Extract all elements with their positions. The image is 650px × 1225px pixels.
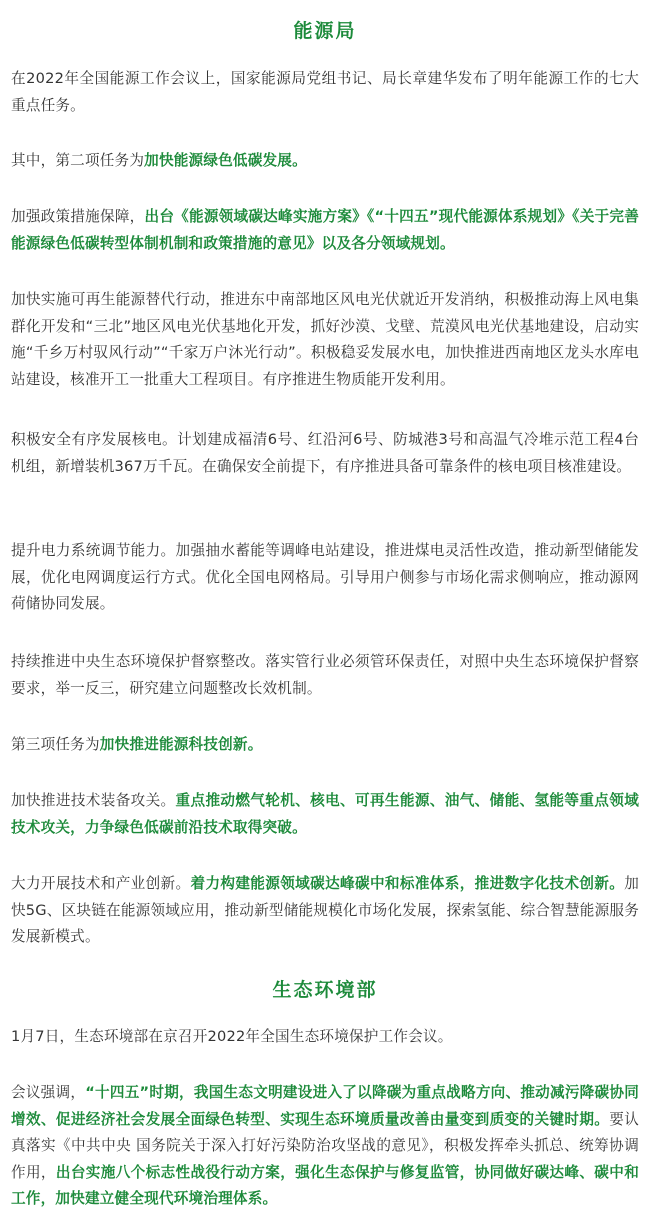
text-run: 加快实施可再生能源替代行动，推进东中南部地区风电光伏就近开发消纳，积极推动海上风电集群化开发和“三北”地区风电光伏基地化开发，抓好沙漠、戈壁、荒漠风电光伏基地建设，启动实施“千乡万村驭风行动”“千家万户沐光行动”。积极稳妥发展水电，加快推进西南地区龙头水库电站建设，核准开工一批重大工程项目。有序推进生物质能开发利用。 bbox=[11, 291, 639, 388]
highlighted-text: 出台实施八个标志性战役行动方案，强化生态保护与修复监管，协同做好碳达峰、碳中和工作，加快建立健全现代环境治理体系。 bbox=[11, 1163, 639, 1207]
paragraph bbox=[11, 649, 639, 702]
highlighted-text: 着力构建能源领域碳达峰碳中和标准体系，推进数字化技术创新。 bbox=[190, 875, 625, 892]
text-run: 其中，第二项任务为 bbox=[11, 152, 145, 169]
paragraph bbox=[11, 148, 639, 175]
paragraph bbox=[11, 204, 639, 257]
text-run: 持续推进中央生态环境保护督察整改。落实管行业必须管环保责任，对照中央生态环境保护督察要求，举一反三，研究建立问题整改长效机制。 bbox=[11, 653, 639, 697]
paragraph bbox=[11, 1080, 639, 1213]
text-run: 会议强调， bbox=[11, 1084, 86, 1101]
paragraph bbox=[11, 66, 639, 119]
paragraph bbox=[11, 871, 639, 951]
highlighted-text: 重点推动燃气轮机、核电、可再生能源、油气、储能、氢能等重点领域技术攻关，力争绿色低碳前沿技术取得突破。 bbox=[11, 792, 640, 836]
paragraph bbox=[11, 427, 639, 480]
highlighted-text: 加快推进能源科技创新。 bbox=[99, 736, 263, 753]
text-run: 在2022年全国能源工作会议上，国家能源局党组书记、局长章建华发布了明年能源工作的七大重点任务。 bbox=[11, 70, 639, 114]
highlighted-text: “十四五”时期，我国生态文明建设进入了以降碳为重点战略方向、推动减污降碳协同增效、促进经济社会发展全面绿色转型、实现生态环境质量改善由量变到质变的关键时期。 bbox=[11, 1084, 639, 1128]
section-heading-ecology-ministry: 生态环境部 bbox=[272, 979, 378, 1001]
paragraph bbox=[11, 732, 639, 759]
text-run: 要认真落实《中共中央 国务院关于深入打好污染防治攻坚战的意见》，积极发挥牵头抓总、统筹协调作用， bbox=[11, 1110, 639, 1181]
highlighted-text: 出台《能源领域碳达峰实施方案》《“十四五”现代能源体系规划》《关于完善能源绿色低碳转型体制机制和政策措施的意见》以及各分领域规划。 bbox=[11, 208, 639, 252]
text-run: 1月7日，生态环境部在京召开2022年全国生态环境保护工作会议。 bbox=[11, 1028, 453, 1045]
text-run: 加强政策措施保障， bbox=[11, 208, 145, 225]
section-heading-energy-bureau: 能源局 bbox=[293, 20, 357, 42]
text-run: 积极安全有序发展核电。计划建成福清6号、红沿河6号、防城港3号和高温气冷堆示范工程4台机组，新增装机367万千瓦。在确保安全前提下，有序推进具备可靠条件的核电项目核准建设。 bbox=[11, 431, 639, 475]
paragraph bbox=[11, 287, 639, 393]
highlighted-text: 加快能源绿色低碳发展。 bbox=[144, 152, 307, 169]
text-run: 加快推进技术装备攻关。 bbox=[11, 792, 176, 809]
text-run: 提升电力系统调节能力。加强抽水蓄能等调峰电站建设，推进煤电灵活性改造，推动新型储能发展，优化电网调度运行方式。优化全国电网格局。引导用户侧参与市场化需求侧响应，推动源网荷储协同发展。 bbox=[11, 542, 639, 612]
paragraph bbox=[11, 788, 639, 841]
paragraph bbox=[11, 538, 639, 618]
paragraph bbox=[11, 1024, 639, 1051]
text-run: 第三项任务为 bbox=[11, 736, 100, 753]
text-run: 大力开展技术和产业创新。 bbox=[11, 875, 191, 892]
text-run: 加快5G、区块链在能源领域应用，推动新型储能规模化市场化发展，探索氢能、综合智慧能源服务发展新模式。 bbox=[11, 875, 639, 945]
